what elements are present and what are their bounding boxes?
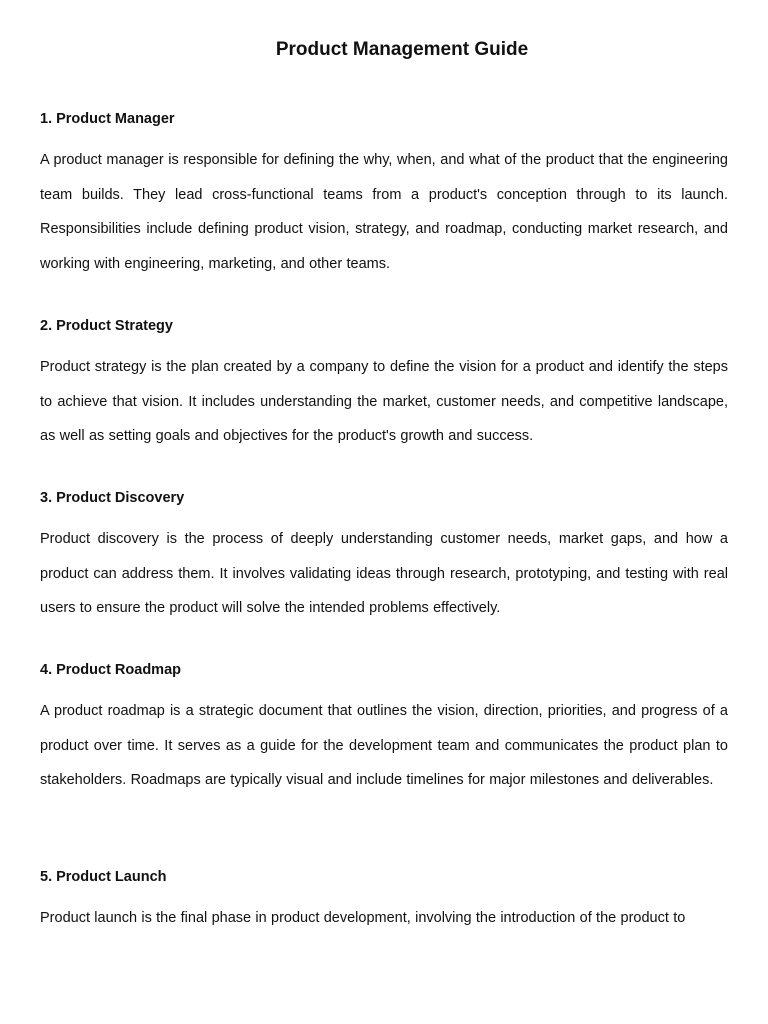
section-heading: 4. Product Roadmap: [40, 662, 181, 678]
section-product-launch: [40, 867, 728, 937]
section-paragraph: Product discovery is the process of deeply understanding customer needs, market gaps, and how a product can address them. It involves validating ideas through research, prototyping, and testing with real users to ensure the product will solve the intended problems effectively.: [40, 531, 728, 617]
section-heading: 3. Product Discovery: [40, 490, 185, 506]
section-product-strategy: [40, 316, 728, 454]
section-product-discovery: [40, 488, 728, 626]
section-paragraph: A product manager is responsible for defining the why, when, and what of the product that the engineering team builds. They lead cross-functional teams from a product's conception through to its launch. Responsibilities include defining product vision, strategy, and roadmap, conducting market research, and working with engineering, marketing, and other teams.: [40, 152, 728, 272]
section-heading: 1. Product Manager: [40, 111, 175, 127]
document-title: Product Management Guide: [275, 39, 529, 60]
section-heading: 5. Product Launch: [40, 869, 167, 885]
section-product-manager: [40, 109, 728, 281]
section-paragraph: Product strategy is the plan created by a company to define the vision for a product and identify the steps to achieve that vision. It includes understanding the market, customer needs, and competitive landscape, as well as setting goals and objectives for the product's growth and success.: [40, 359, 728, 445]
section-heading: 2. Product Strategy: [40, 318, 173, 334]
section-paragraph: Product launch is the final phase in product development, involving the introduction of the product to: [40, 910, 686, 926]
section-paragraph: A product roadmap is a strategic document that outlines the vision, direction, priorities, and progress of a product over time. It serves as a guide for the development team and communicates the product plan to stakeholders. Roadmaps are typically visual and include timelines for major milestones and deliverables.: [40, 703, 728, 789]
section-product-roadmap: [40, 660, 728, 798]
